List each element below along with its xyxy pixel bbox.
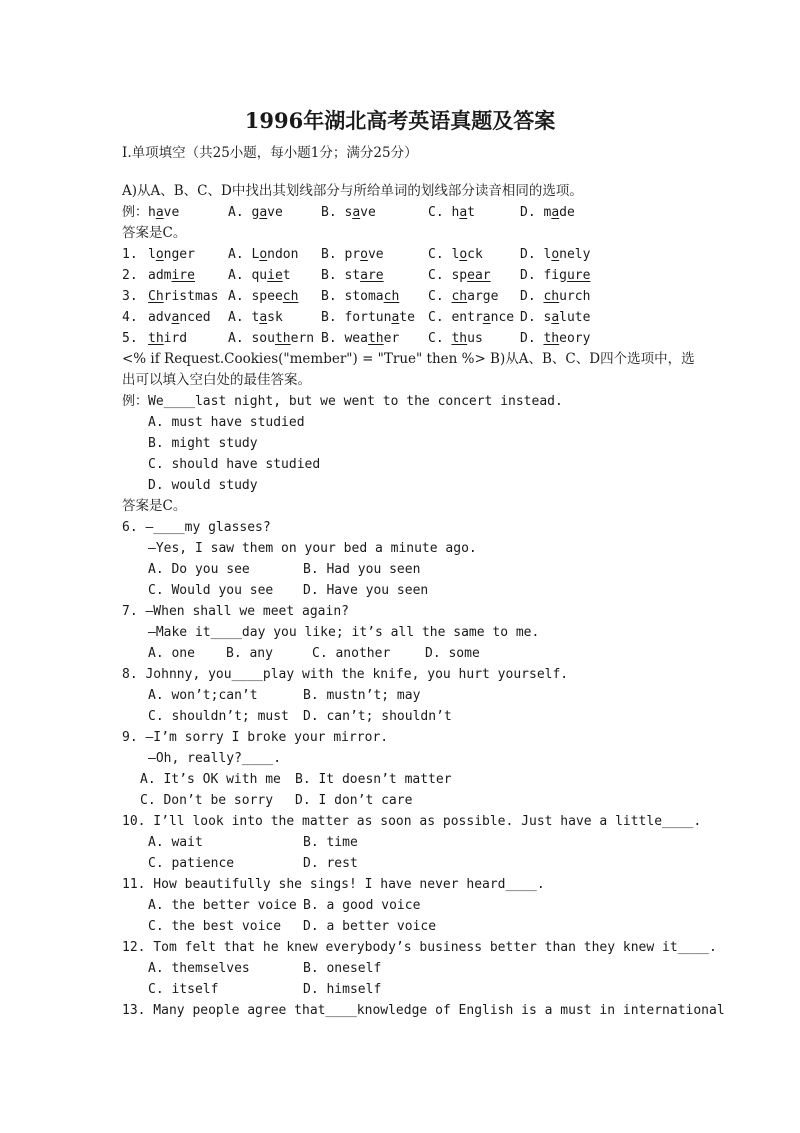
option: C. charge [428,289,499,304]
option: D. salute [520,310,591,325]
underlined-letters: th [451,331,468,346]
option: C. hat [428,205,475,220]
example-option: D. would study [148,478,258,493]
option: C. patience [148,856,235,871]
option: D. figure [520,268,591,283]
option: A. wait [148,835,203,850]
underlined-letters: a [352,205,361,220]
head-word: third [148,331,188,346]
underlined-letters: are [360,268,384,283]
question-stem: 6. —____my glasses? [122,520,271,535]
option: C. the best voice [148,919,282,934]
option: B. Had you seen [303,562,421,577]
option-row [148,559,420,580]
underlined-letters: o [551,247,560,262]
option: C. lock [428,247,483,262]
option: C. Would you see [148,583,274,598]
underlined-letters: a [391,310,400,325]
option-row [140,769,452,790]
underlined-letters: ear [467,268,491,283]
option: B. stare [321,268,384,283]
option: B. a good voice [303,898,421,913]
head-word: longer [148,247,195,262]
option-row [148,979,381,1000]
part-a-answer: 答案是C。 [122,225,187,241]
option: D. lonely [520,247,591,262]
option-row [148,895,420,916]
example-option: B. might study [148,436,258,451]
option: A. task [228,310,283,325]
option-row [140,790,412,811]
option: A. quiet [228,268,291,283]
question-number: 2. [122,268,138,283]
underlined-letters: th [367,331,384,346]
underlined-letters: ch [543,289,560,304]
option: B. stomach [321,289,400,304]
option: D. rest [303,856,358,871]
section-heading: Ⅰ.单项填空（共25小题，每小题1分；满分25分） [122,145,418,161]
part-b-instruction-cont: 出可以填入空白处的最佳答案。 [122,372,311,388]
option: A. southern [228,331,315,346]
underlined-letters: a [459,205,468,220]
option-row [148,958,381,979]
phonetic-question-row [122,286,620,307]
option-row [148,853,358,874]
underlined-letters: ch [451,289,468,304]
question-dialogue: —Yes, I saw them on your bed a minute ago. [148,541,477,556]
question-number: 5. [122,331,138,346]
page-title: 1996年湖北高考英语真题及答案 [244,108,556,133]
example-stem: 例：We____last night, but we went to the concert instead. [122,394,563,409]
underlined-letters: a [259,205,268,220]
underlined-letters: o [155,247,164,262]
option: B. It doesn’t matter [295,772,452,787]
underlined-letters: ire [171,268,195,283]
option: B. any [226,646,273,661]
underlined-letters: a [551,205,560,220]
question-stem: 13. Many people agree that____knowledge of English is a must in international [122,1003,725,1018]
option: C. spear [428,268,491,283]
option: D. a better voice [303,919,437,934]
option: C. another [312,646,391,661]
phonetic-question-row [122,244,620,265]
option: B. prove [321,247,384,262]
option: A. one [148,646,195,661]
option: A. gave [228,205,283,220]
option: B. mustn’t; may [303,688,421,703]
question-dialogue: —Make it____day you like; it’s all the same to me. [148,625,540,640]
option: A. won’t;can’t [148,688,258,703]
option: D. theory [520,331,591,346]
phonetic-question-row [122,328,620,349]
underlined-letters: th [274,331,291,346]
underlined-letters: ch [282,289,299,304]
underlined-letters: ure [566,268,591,283]
part-a-instruction: A)从A、B、C、D中找出其划线部分与所给单词的划线部分读音相同的选项。 [122,183,583,199]
underlined-letters: th [148,331,164,346]
question-stem: 12. Tom felt that he knew everybody’s business better than they knew it____. [122,940,717,955]
head-word: Christmas [148,289,219,304]
underlined-letters: th [543,331,560,346]
question-stem: 10. I’ll look into the matter as soon as possible. Just have a little____. [122,814,702,829]
option: B. fortunate [321,310,415,325]
example-option: C. should have studied [148,457,321,472]
question-stem: 7. —When shall we meet again? [122,604,349,619]
question-number: 1. [122,247,138,262]
option: D. I don’t care [295,793,413,808]
underlined-letters: ie [267,268,283,283]
question-number: 3. [122,289,138,304]
underlined-letters: o [459,247,468,262]
question-stem: 9. —I’m sorry I broke your mirror. [122,730,389,745]
option: A. London [228,247,299,262]
question-number: 4. [122,310,138,325]
underlined-letters: o [360,247,368,262]
option: A. themselves [148,961,250,976]
option: A. It’s OK with me [140,772,281,787]
option: C. Don’t be sorry [140,793,274,808]
option: B. save [321,205,376,220]
underlined-letters: ch [383,289,400,304]
part-b-answer: 答案是C。 [122,498,187,514]
option-row [148,580,428,601]
option: D. some [425,646,480,661]
question-stem: 11. How beautifully she sings! I have never heard____. [122,877,545,892]
option: B. time [303,835,358,850]
option: D. made [520,205,575,220]
question-stem: 8. Johnny, you____play with the knife, you hurt yourself. [122,667,569,682]
underlined-letters: a [482,310,491,325]
option-row [148,916,436,937]
part-b-instruction: <% if Request.Cookies("member") = "True" then %> B)从A、B、C、D四个选项中，选 [122,351,695,367]
option-row [148,685,420,706]
question-dialogue: —Oh, really?____. [148,751,282,766]
option: D. church [520,289,591,304]
underlined-letters: o [259,247,268,262]
option: C. itself [148,982,219,997]
option: D. Have you seen [303,583,429,598]
option-row [148,643,480,664]
underlined-letters: a [155,205,164,220]
option: D. can’t; shouldn’t [303,709,452,724]
question-number: 例： [122,205,149,220]
option: B. oneself [303,961,382,976]
option: A. speech [228,289,299,304]
option: A. Do you see [148,562,250,577]
phonetic-example-row [122,202,620,223]
option: C. thus [428,331,483,346]
underlined-letters: a [171,310,180,325]
underlined-letters: Ch [148,289,164,304]
option: B. weather [321,331,400,346]
underlined-letters: a [259,310,268,325]
phonetic-question-row [122,307,620,328]
option: C. entrance [428,310,515,325]
example-option: A. must have studied [148,415,305,430]
underlined-letters: a [551,310,560,325]
option: D. himself [303,982,382,997]
phonetic-question-row [122,265,620,286]
head-word: admire [148,268,195,283]
option: C. shouldn’t; must [148,709,289,724]
option: A. the better voice [148,898,297,913]
head-word: have [148,205,180,220]
head-word: advanced [148,310,211,325]
option-row [148,706,452,727]
option-row [148,832,358,853]
